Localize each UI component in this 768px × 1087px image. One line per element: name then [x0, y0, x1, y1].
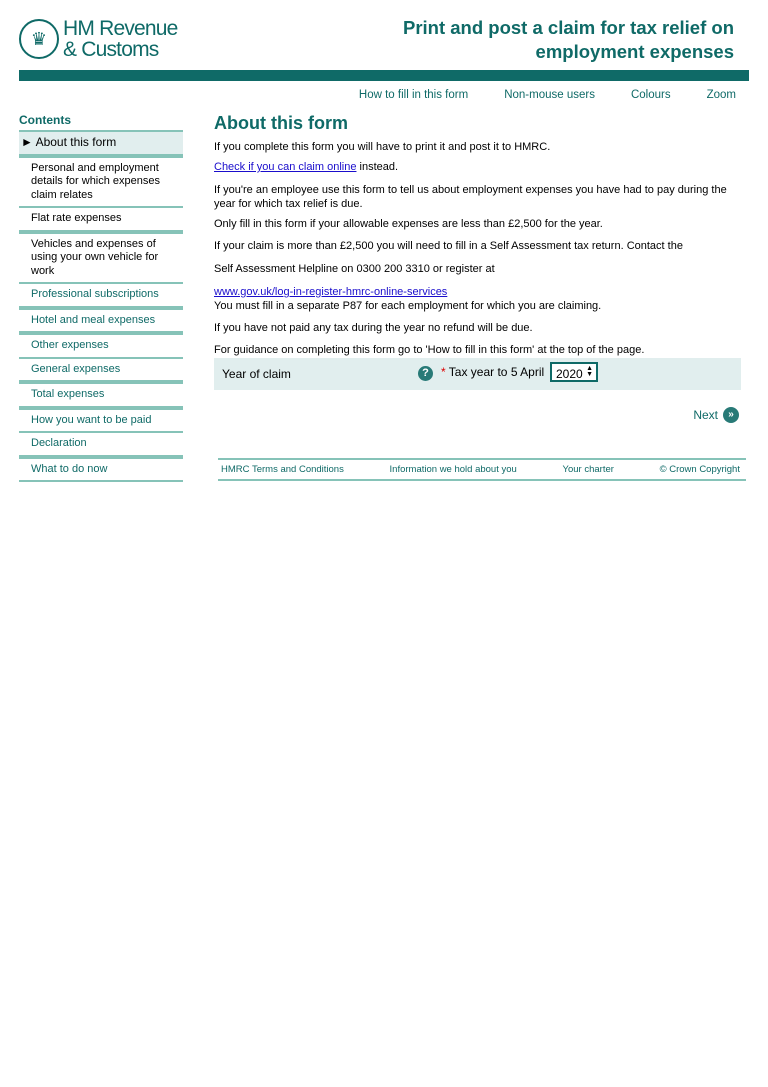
sidebar-item-label: About this form: [35, 135, 117, 149]
text: You must fill in a separate P87 for each employment for which you are claiming.: [214, 300, 602, 312]
claim-online-link[interactable]: Check if you can claim online: [214, 161, 357, 173]
footer-copyright-link[interactable]: © Crown Copyright: [659, 464, 740, 475]
sidebar-item-what-to-do[interactable]: What to do now: [19, 459, 183, 483]
nav-colours[interactable]: Colours: [630, 89, 671, 101]
text: If you have not paid any tax during the year no refund will be due.: [214, 322, 533, 334]
sidebar-item-personal[interactable]: Personal and employment details for which expenses claim relates: [19, 158, 183, 209]
sidebar-item-declaration[interactable]: Declaration: [19, 433, 183, 459]
header-bar: [19, 70, 749, 81]
tax-year-select[interactable]: [550, 362, 598, 382]
page-title: Print and post a claim for tax relief on employment expenses: [402, 17, 734, 62]
sidebar-item-hotel[interactable]: Hotel and meal expenses: [19, 310, 183, 336]
register-link[interactable]: www.gov.uk/log-in-register-hmrc-online-services: [214, 286, 448, 298]
intro-text: If you complete this form you will have to print it and post it to HMRC.: [214, 141, 551, 153]
arrow-right-icon: ►: [21, 135, 33, 149]
sidebar-item-general[interactable]: General expenses: [19, 359, 183, 385]
year-of-claim-row: [214, 358, 741, 390]
text: If you're an employee use this form to tell us about employment expenses you have had to pay during the year for which tax relief is due.: [214, 184, 727, 210]
hmrc-logo: [19, 18, 178, 60]
text: If your claim is more than £2,500 you will need to fill in a Self Assessment tax return. Contact the: [214, 240, 683, 252]
footer-charter-link[interactable]: Your charter: [562, 464, 614, 475]
text: For guidance on completing this form go to 'How to fill in this form' at the top of the page.: [214, 344, 645, 356]
footer-terms-link[interactable]: HMRC Terms and Conditions: [221, 464, 344, 475]
contents-heading: Contents: [19, 113, 183, 132]
logo-text: HM Revenue: [63, 17, 178, 40]
nav-non-mouse-users[interactable]: Non-mouse users: [504, 89, 595, 101]
text: instead.: [356, 161, 399, 173]
sidebar-item-flat-rate[interactable]: Flat rate expenses: [19, 208, 183, 234]
next-label: Next: [693, 408, 718, 422]
double-chevron-right-icon: »: [723, 407, 739, 423]
section-heading: About this form: [214, 113, 348, 133]
next-button[interactable]: [693, 407, 739, 423]
main-content: [214, 113, 741, 363]
sidebar: [19, 113, 183, 482]
tax-year-label: [441, 365, 544, 379]
text: Self Assessment Helpline on 0300 200 3310 or register at: [214, 263, 495, 275]
nav-how-to-fill[interactable]: How to fill in this form: [358, 89, 469, 101]
year-of-claim-label: Year of claim: [222, 367, 291, 381]
sidebar-item-other[interactable]: Other expenses: [19, 335, 183, 359]
nav-zoom[interactable]: Zoom: [706, 89, 736, 101]
required-asterisk: *: [441, 365, 446, 379]
stepper-arrows-icon: ▲ ▼: [586, 365, 593, 378]
logo-text: & Customs: [63, 38, 159, 61]
top-nav: [359, 89, 736, 101]
help-icon[interactable]: ?: [418, 366, 433, 381]
sidebar-item-vehicles[interactable]: Vehicles and expenses of using your own vehicle for work: [19, 234, 183, 285]
sidebar-item-about[interactable]: [19, 132, 183, 158]
footer: [218, 458, 746, 481]
sidebar-item-professional[interactable]: Professional subscriptions: [19, 284, 183, 310]
field-label: Tax year to 5 April: [445, 365, 545, 379]
text: Only fill in this form if your allowable expenses are less than £2,500 for the year.: [214, 218, 603, 230]
footer-info-link[interactable]: Information we hold about you: [389, 464, 517, 475]
crown-icon: ♛: [19, 19, 59, 59]
selected-year: 2020: [556, 367, 583, 381]
sidebar-item-payment[interactable]: How you want to be paid: [19, 410, 183, 434]
sidebar-item-total[interactable]: Total expenses: [19, 384, 183, 410]
